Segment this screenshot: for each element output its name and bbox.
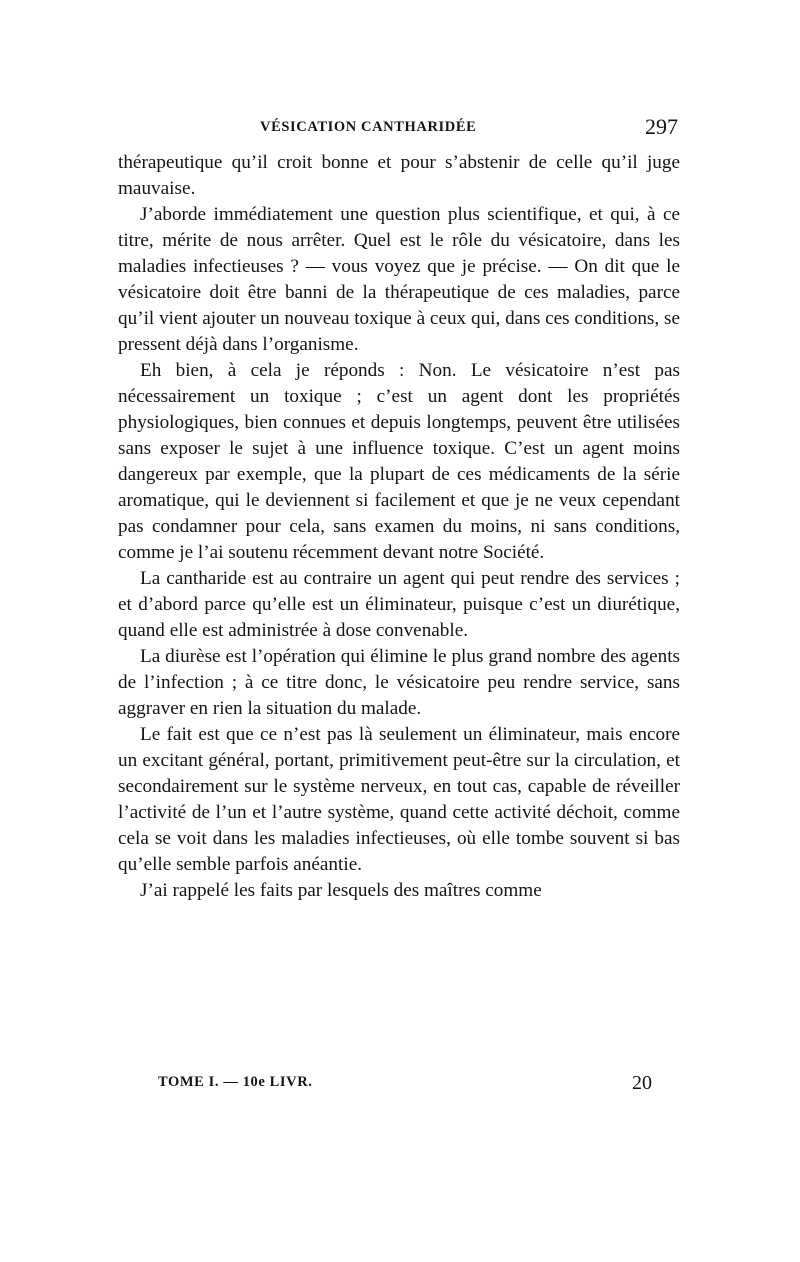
paragraph-3: Eh bien, à cela je réponds : Non. Le vésicatoire n’est pas nécessairement un toxique ; c’est un agent dont les propriétés physiologiques, bien connues et depuis longtemps, peuvent être utilisées sans exposer le sujet à une influence toxique. C’est un agent moins dangereux par exemple, que la plupart de ces médicaments de la série aromatique, qui le deviennent si facilement et que je ne veux cependant pas condamner pour cela, sans examen du moins, ni sans conditions, comme je l’ai soutenu récemment devant notre Société. <box>118 360 680 563</box>
page-number: 297 <box>645 114 678 139</box>
paragraph-4: La cantharide est au contraire un agent qui peut rendre des services ; et d’abord parce qu’elle est un éliminateur, puisque c’est un diurétique, quand elle est administrée à dose convenable. <box>118 568 680 641</box>
paragraph-2: J’aborde immédiatement une question plus scientifique, et qui, à ce titre, mérite de nous arrêter. Quel est le rôle du vésicatoire, dans les maladies infectieuses ? — vous voyez que je précise. — On dit que le vésicatoire doit être banni de la thérapeutique de ces maladies, parce qu’il vient ajouter un nouveau toxique à ceux qui, dans ces conditions, se pressent déjà dans l’organisme. <box>118 204 680 355</box>
volume-signature: TOME I. — 10e LIVR. <box>158 1074 313 1090</box>
page-footer <box>158 1072 652 1100</box>
paragraph-1: thérapeutique qu’il croit bonne et pour s’abstenir de celle qu’il juge mauvaise. <box>118 152 680 199</box>
paragraph-5: La diurèse est l’opération qui élimine le plus grand nombre des agents de l’infection ; à ce titre donc, le vésicatoire peu rendre service, sans aggraver en rien la situation du malade. <box>118 646 680 719</box>
page-header <box>118 114 680 144</box>
paragraph-6: Le fait est que ce n’est pas là seulement un éliminateur, mais encore un excitant général, portant, primitivement peut-être sur la circulation, et secondairement sur le système nerveux, en tout cas, capable de réveiller l’activité de l’un et l’autre système, quand cette activité déchoit, comme cela se voit dans les maladies infectieuses, où elle tombe souvent si bas qu’elle semble parfois anéantie. <box>118 724 680 875</box>
gathering-number: 20 <box>632 1072 652 1094</box>
running-title: VÉSICATION CANTHARIDÉE <box>260 119 477 135</box>
paragraph-7: J’ai rappelé les faits par lesquels des maîtres comme <box>140 880 542 901</box>
body-text <box>118 150 680 904</box>
